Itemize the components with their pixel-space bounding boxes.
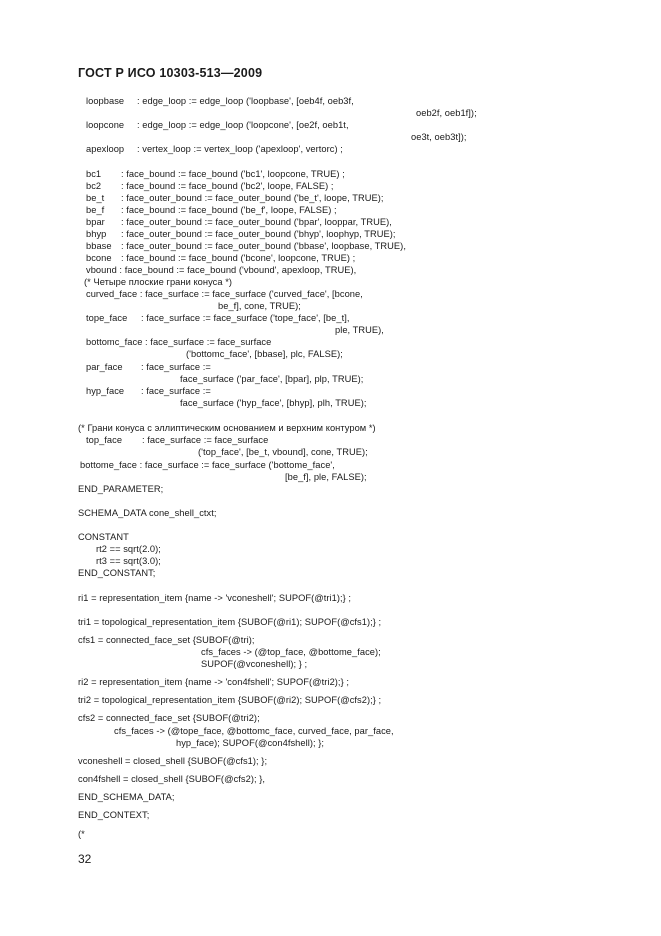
code-line: : face_outer_bound := face_outer_bound ('bhyp', loophyp, TRUE); bbox=[121, 229, 396, 239]
code-line: : face_outer_bound := face_outer_bound ('bpar', looppar, TRUE), bbox=[121, 217, 392, 227]
code-line: tri2 = topological_representation_item {SUBOF(@ri2); SUPOF(@cfs2);} ; bbox=[78, 695, 382, 705]
code-line: ('bottomc_face', [bbase], plc, FALSE); bbox=[186, 349, 343, 359]
code-name-be-t: be_t bbox=[86, 193, 105, 203]
code-line: : edge_loop := edge_loop ('loopbase', [oeb4f, oeb3f, bbox=[137, 96, 354, 106]
code-line: tri1 = topological_representation_item {SUBOF(@ri1); SUPOF(@cfs1);} ; bbox=[78, 617, 382, 627]
code-name-bc1: bc1 bbox=[86, 169, 102, 179]
code-line: ('top_face', [be_t, vbound], cone, TRUE); bbox=[198, 447, 368, 457]
code-line: bottome_face : face_surface := face_surface ('bottome_face', bbox=[80, 460, 335, 470]
code-keyword: CONSTANT bbox=[78, 532, 129, 542]
code-line: curved_face : face_surface := face_surface ('curved_face', [bcone, bbox=[86, 289, 363, 299]
code-line: face_surface ('hyp_face', [bhyp], plh, TRUE); bbox=[180, 398, 367, 408]
code-line: be_f], cone, TRUE); bbox=[218, 301, 301, 311]
code-keyword: END_CONTEXT; bbox=[78, 810, 150, 820]
code-line: : face_surface := bbox=[141, 362, 211, 372]
code-name-tope-face: tope_face bbox=[86, 313, 128, 323]
code-name-par-face: par_face bbox=[86, 362, 123, 372]
code-name-bcone: bcone bbox=[86, 253, 112, 263]
code-name-bpar: bpar bbox=[86, 217, 105, 227]
code-line: vbound : face_bound := face_bound ('vbound', apexloop, TRUE), bbox=[86, 265, 357, 275]
code-line: : face_bound := face_bound ('bcone', loopcone, TRUE) ; bbox=[121, 253, 356, 263]
code-name-hyp-face: hyp_face bbox=[86, 386, 125, 396]
code-name-be-f: be_f bbox=[86, 205, 105, 215]
code-line: : edge_loop := edge_loop ('loopcone', [oe2f, oeb1t, bbox=[137, 120, 349, 130]
code-name-bc2: bc2 bbox=[86, 181, 102, 191]
code-line: : face_bound := face_bound ('be_f', loope, FALSE) ; bbox=[121, 205, 337, 215]
code-keyword: END_PARAMETER; bbox=[78, 484, 164, 494]
code-line: : face_surface := face_surface ('tope_face', [be_t], bbox=[141, 313, 350, 323]
code-comment: (* Грани конуса с эллиптическим основанием и верхним контуром *) bbox=[78, 423, 376, 433]
code-keyword: END_CONSTANT; bbox=[78, 568, 156, 578]
code-line: ple, TRUE), bbox=[335, 325, 384, 335]
code-line: con4fshell = closed_shell {SUBOF(@cfs2); }, bbox=[78, 774, 266, 784]
code-line: bottomc_face : face_surface := face_surface bbox=[86, 337, 272, 347]
code-line: [be_f], ple, FALSE); bbox=[285, 472, 367, 482]
code-name-bhyp: bhyp bbox=[86, 229, 107, 239]
code-line: oeb2f, oeb1f]); bbox=[416, 108, 477, 118]
code-line: : face_surface := bbox=[141, 386, 211, 396]
document-header: ГОСТ Р ИСО 10303-513—2009 bbox=[78, 66, 263, 80]
code-name-loopcone: loopcone bbox=[86, 120, 125, 130]
code-line: vconeshell = closed_shell {SUBOF(@cfs1); }; bbox=[78, 756, 268, 766]
code-name-apexloop: apexloop bbox=[86, 144, 125, 154]
code-line: cfs_faces -> (@tope_face, @bottomc_face, curved_face, par_face, bbox=[114, 726, 394, 736]
code-line: cfs_faces -> (@top_face, @bottome_face); bbox=[201, 647, 381, 657]
code-comment: (* Четыре плоские грани конуса *) bbox=[84, 277, 233, 287]
code-line: cfs1 = connected_face_set {SUBOF(@tri); bbox=[78, 635, 255, 645]
code-keyword: SCHEMA_DATA cone_shell_ctxt; bbox=[78, 508, 217, 518]
code-line: oe3t, oeb3t]); bbox=[411, 132, 467, 142]
code-name-bbase: bbase bbox=[86, 241, 112, 251]
code-line: rt3 == sqrt(3.0); bbox=[96, 556, 161, 566]
code-keyword: END_SCHEMA_DATA; bbox=[78, 792, 175, 802]
code-name-top-face: top_face bbox=[86, 435, 123, 445]
page-number: 32 bbox=[78, 852, 92, 866]
code-line: rt2 == sqrt(2.0); bbox=[96, 544, 161, 554]
code-line: : face_bound := face_bound ('bc1', loopcone, TRUE) ; bbox=[121, 169, 345, 179]
code-line: : face_bound := face_bound ('bc2', loope, FALSE) ; bbox=[121, 181, 334, 191]
code-line: ri1 = representation_item {name -> 'vconeshell'; SUPOF(@tri1);} ; bbox=[78, 593, 352, 603]
code-line: hyp_face); SUPOF(@con4fshell); }; bbox=[176, 738, 325, 748]
code-name-loopbase: loopbase bbox=[86, 96, 125, 106]
code-line: : vertex_loop := vertex_loop ('apexloop', vertorc) ; bbox=[137, 144, 343, 154]
code-line: SUPOF(@vconeshell); } ; bbox=[201, 659, 308, 669]
code-line: : face_outer_bound := face_outer_bound ('be_t', loope, TRUE); bbox=[121, 193, 384, 203]
code-line: ri2 = representation_item {name -> 'con4fshell'; SUPOF(@tri2);} ; bbox=[78, 677, 349, 687]
code-line: face_surface ('par_face', [bpar], plp, TRUE); bbox=[180, 374, 364, 384]
code-line: cfs2 = connected_face_set {SUBOF(@tri2); bbox=[78, 713, 260, 723]
code-line: : face_surface := face_surface bbox=[142, 435, 269, 445]
code-comment: (* bbox=[78, 829, 85, 839]
code-line: : face_outer_bound := face_outer_bound ('bbase', loopbase, TRUE), bbox=[121, 241, 406, 251]
